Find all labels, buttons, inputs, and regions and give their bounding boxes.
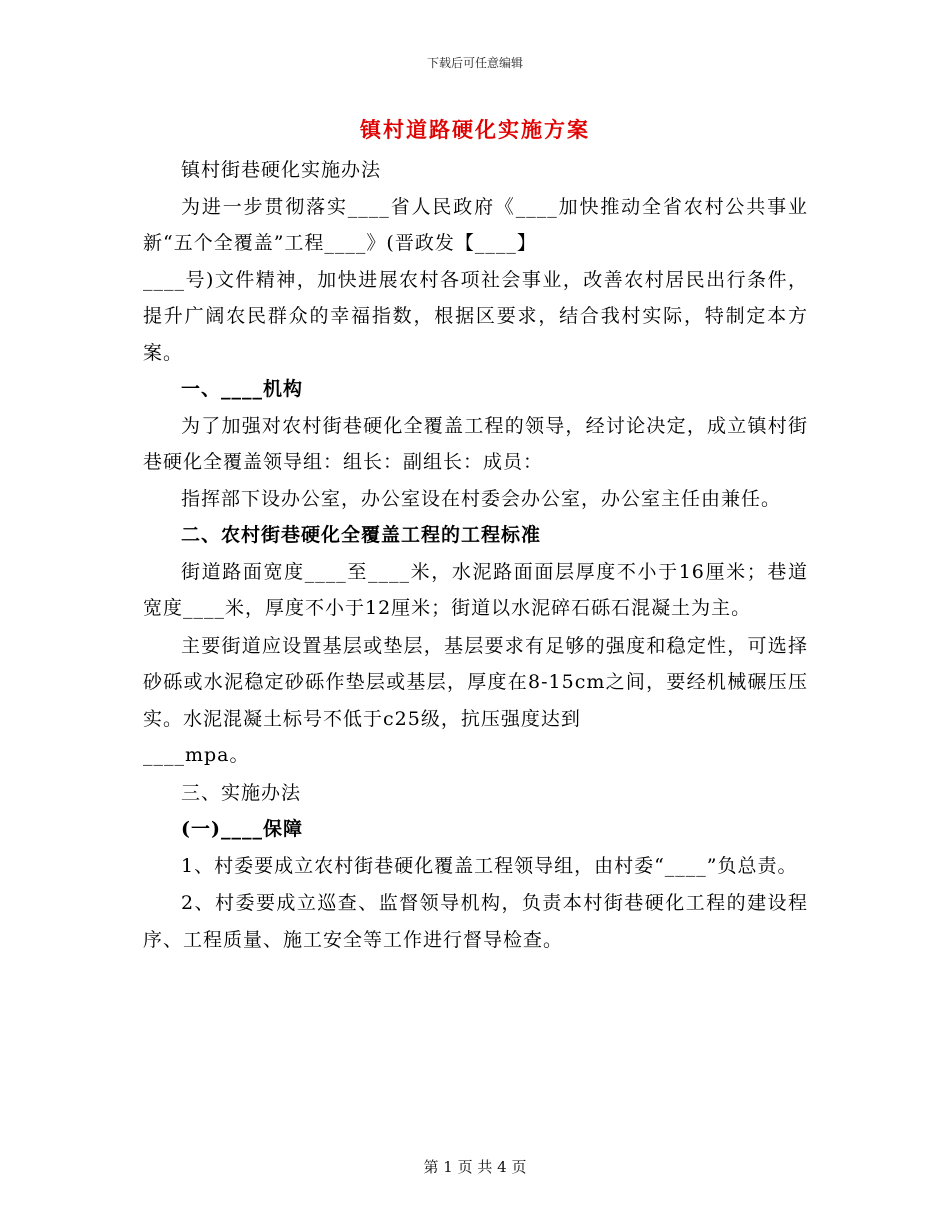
page-indicator: 第 1 页 共 4 页 [423,1158,527,1176]
section-heading-standards: 二、农村街巷硬化全覆盖工程的工程标准 [181,524,542,546]
paragraph-office: 指挥部下设办公室，办公室设在村委会办公室，办公室主任由兼任。 [181,487,782,510]
paragraph-base-layer: 主要街道应设置基层或垫层，基层要求有足够的强度和稳定性，可选择砂砾或水泥稳定砂砾作垫层或基层，厚度在8-15cm之间，要经机械碾压压实。水泥混凝土标号不低于c25级，抗压强度达到 [143,634,808,730]
document-body [143,152,808,958]
section-heading-methods: 三、实施办法 [181,781,302,804]
list-item-1: 1、村委要成立农村街巷硬化覆盖工程领导组，由村委“____”负总责。 [181,854,798,877]
paragraph-road-width: 街道路面宽度____至____米，水泥路面面层厚度不小于16厘米；巷道宽度____米，厚度不小于12厘米；街道以水泥碎石砾石混凝土为主。 [143,560,808,619]
paragraph-leadership-group: 为了加强对农村街巷硬化全覆盖工程的领导，经讨论决定，成立镇村街巷硬化全覆盖领导组：组长：副组长：成员： [143,414,808,473]
section-heading-organization: 一、____机构 [181,378,304,400]
document-title: 镇村道路硬化实施方案 [360,117,590,142]
paragraph-subtitle: 镇村街巷硬化实施办法 [181,159,382,181]
list-item-2: 2、村委要成立巡查、监督领导机构，负责本村街巷硬化工程的建设程序、工程质量、施工安全等工作进行督导检查。 [143,892,808,951]
subsection-heading-guarantee: (一)____保障 [181,818,303,840]
paragraph-intro: 为进一步贯彻落实____省人民政府《____加快推动全省农村公共事业新“五个全覆盖”工程____》(晋政发【____】 [143,195,808,254]
paragraph-intro-continued: ____号)文件精神，加快进展农村各项社会事业，改善农村居民出行条件，提升广阔农民群众的幸福指数，根据区要求，结合我村实际，特制定本方案。 [143,268,808,364]
header-note: 下载后可任意编辑 [426,56,523,70]
paragraph-strength-value: ____mpa。 [143,744,250,766]
